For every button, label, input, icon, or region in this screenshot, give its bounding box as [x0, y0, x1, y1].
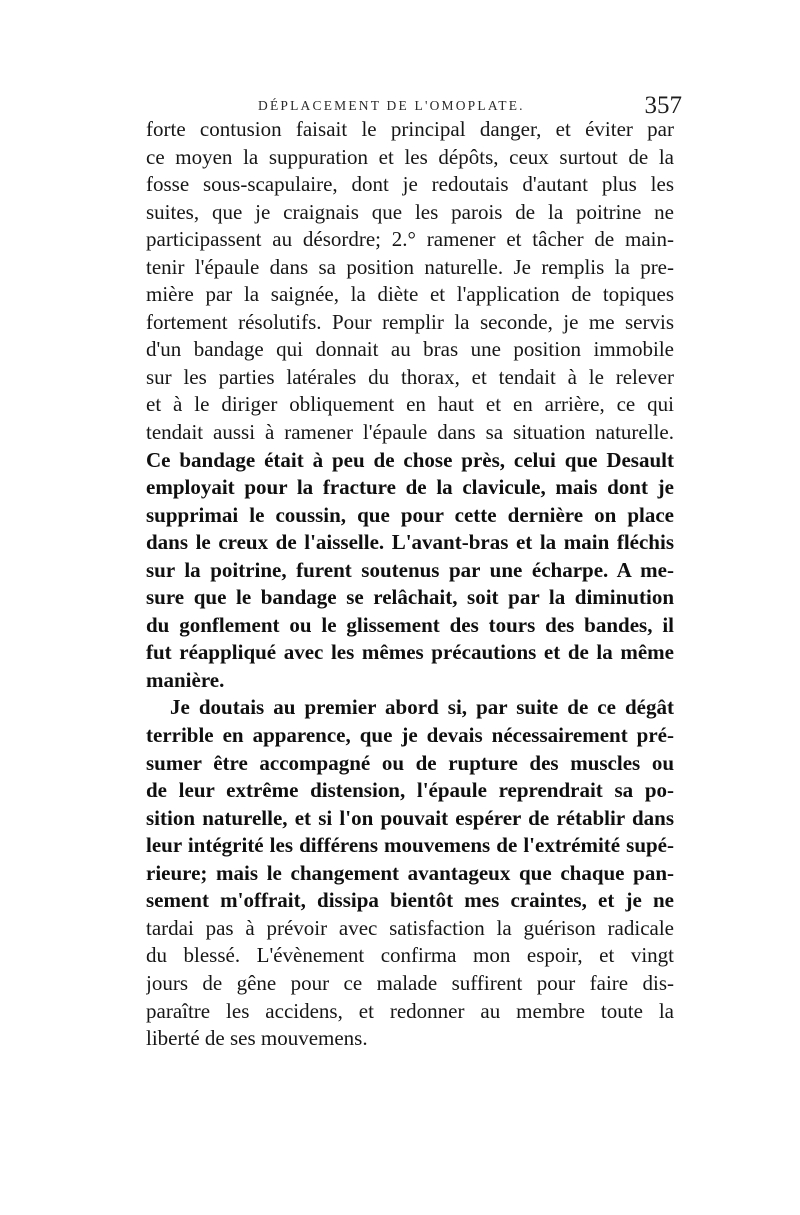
text-line: forte contusion faisait le principal danger, et éviter par — [146, 117, 674, 141]
text-line: sition naturelle, et si l'on pouvait espérer de rétablir dans — [146, 805, 674, 830]
text-line: tendait aussi à ramener l'épaule dans sa situation naturelle. — [146, 420, 674, 445]
text-line: du gonflement ou le glissement des tours des bandes, il — [146, 612, 674, 637]
text-line: fut réappliqué avec les mêmes précautions et de la même — [146, 640, 674, 665]
body-text — [146, 116, 674, 1053]
text-line: suites, que je craignais que les parois de la poitrine ne — [146, 199, 674, 224]
text-line: liberté de ses mouvemens. — [146, 1026, 368, 1051]
running-head: DÉPLACEMENT DE L'OMOPLATE. — [258, 98, 525, 113]
text-line: leur intégrité les différens mouvemens de l'extrémité supé- — [146, 833, 674, 858]
text-line: fortement résolutifs. Pour remplir la seconde, je me servis — [146, 309, 674, 334]
text-line: sur les parties latérales du thorax, et tendait à le relever — [146, 364, 674, 389]
text-line: dans le creux de l'aisselle. L'avant-bras et la main fléchis — [146, 530, 674, 555]
text-line: Ce bandage était à peu de chose près, celui que Desault — [146, 447, 674, 472]
text-line: terrible en apparence, que je devais nécessairement pré- — [146, 723, 674, 748]
text-line: sur la poitrine, furent soutenus par une écharpe. A me- — [146, 557, 674, 582]
text-line: Je doutais au premier abord si, par suite de ce dégât — [170, 695, 674, 720]
paragraph-1 — [146, 116, 674, 694]
text-line: tenir l'épaule dans sa position naturelle. Je remplis la pre- — [146, 254, 674, 279]
text-line: sumer être accompagné ou de rupture des muscles ou — [146, 750, 674, 775]
text-line: ce moyen la suppuration et les dépôts, ceux surtout de la — [146, 144, 674, 169]
text-line: tardai pas à prévoir avec satisfaction la guérison radicale — [146, 915, 674, 940]
text-line: paraître les accidens, et redonner au membre toute la — [146, 998, 674, 1023]
text-line: mière par la saignée, la diète et l'application de topiques — [146, 282, 674, 307]
text-line: du blessé. L'évènement confirma mon espoir, et vingt — [146, 943, 674, 968]
text-line: participassent au désordre; 2.° ramener et tâcher de main- — [146, 227, 674, 252]
text-line: employait pour la fracture de la clavicule, mais dont je — [146, 475, 674, 500]
text-line: d'un bandage qui donnait au bras une position immobile — [146, 337, 674, 362]
page-number: 357 — [644, 92, 682, 119]
text-line: sement m'offrait, dissipa bientôt mes craintes, et je ne — [146, 888, 674, 913]
text-line: rieure; mais le changement avantageux que chaque pan- — [146, 860, 674, 885]
text-line: fosse sous-scapulaire, dont je redoutais d'autant plus les — [146, 172, 674, 197]
text-line: jours de gêne pour ce malade suffirent pour faire dis- — [146, 970, 674, 995]
paragraph-2 — [146, 694, 674, 1052]
text-line: de leur extrême distension, l'épaule reprendrait sa po- — [146, 778, 674, 803]
text-line: et à le diriger obliquement en haut et en arrière, ce qui — [146, 392, 674, 417]
text-line: manière. — [146, 667, 225, 692]
text-line: sure que le bandage se relâchait, soit par la diminution — [146, 585, 674, 610]
text-line: supprimai le coussin, que pour cette dernière on place — [146, 502, 674, 527]
